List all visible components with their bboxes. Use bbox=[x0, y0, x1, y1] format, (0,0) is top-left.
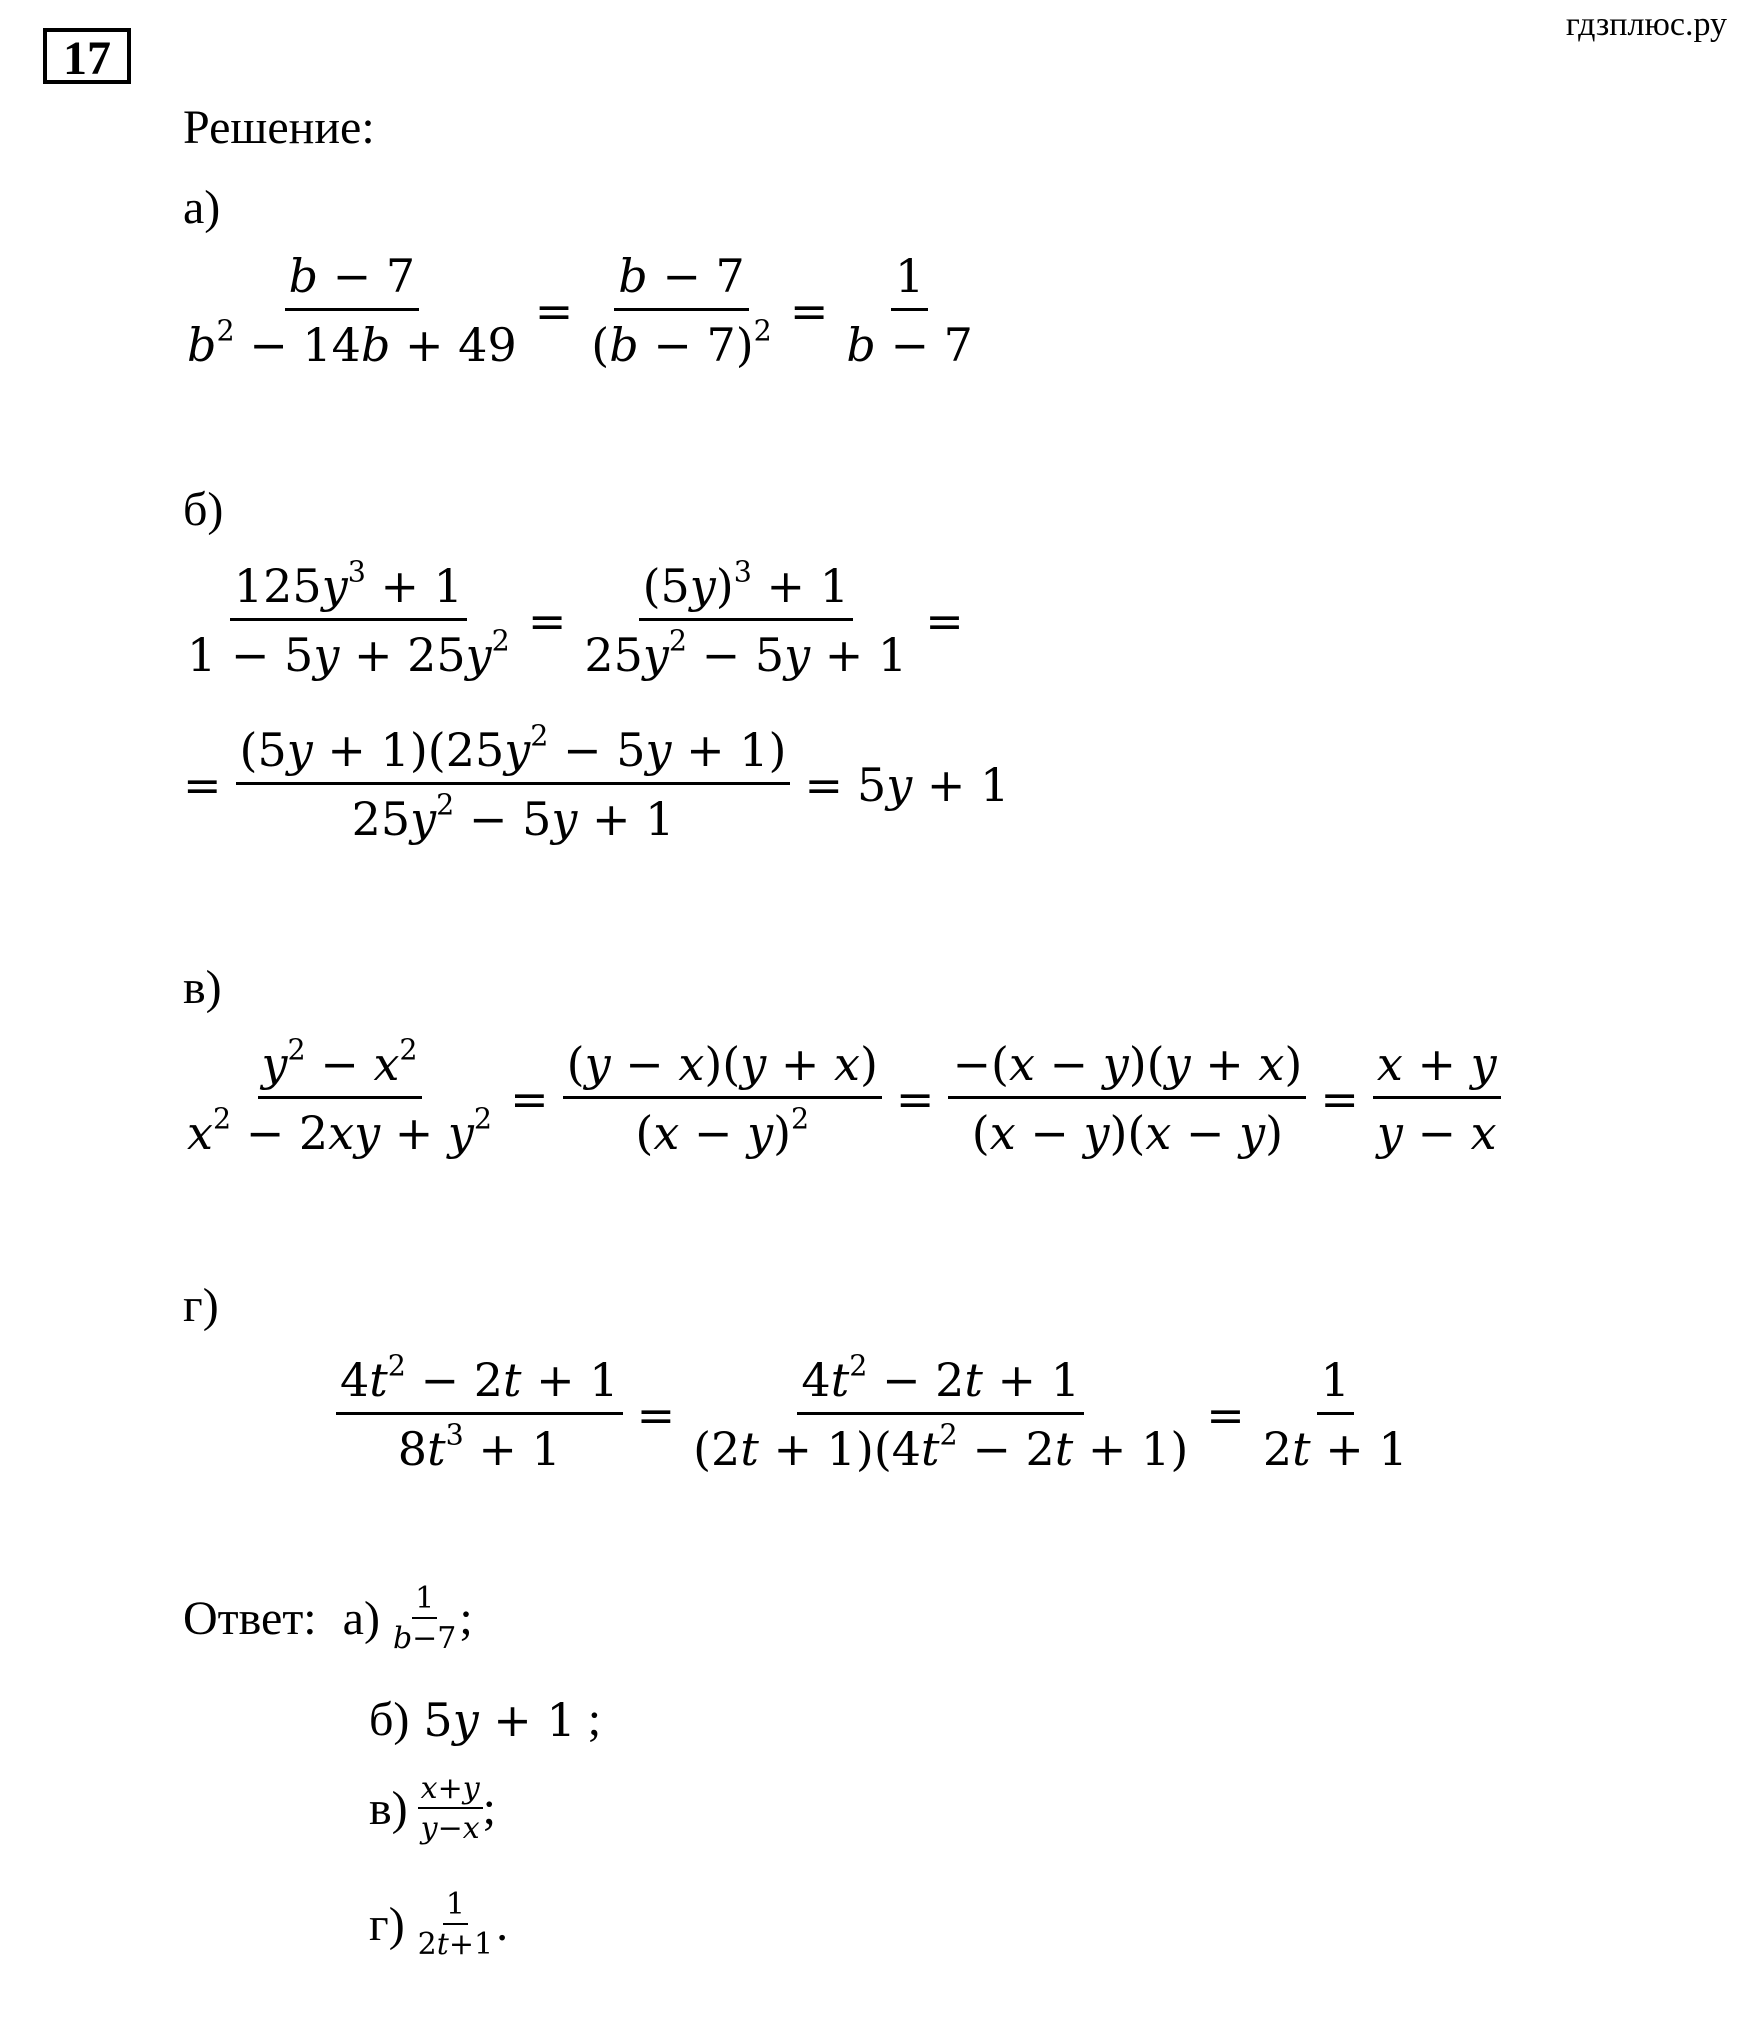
part-g-fraction-3 bbox=[1259, 1352, 1412, 1477]
equals-sign: = bbox=[925, 593, 964, 648]
part-b-fraction-3 bbox=[236, 719, 791, 847]
fraction-numerator: 1 bbox=[443, 1888, 468, 1925]
fraction-denominator: $b^2 - 14b + 49$ bbox=[187, 314, 517, 373]
fraction-denominator: $x^2 - 2xy + y^2$ bbox=[187, 1102, 493, 1161]
part-g-fraction-1 bbox=[336, 1349, 623, 1477]
part-b-fraction-2 bbox=[580, 555, 911, 683]
fraction-numerator: $(5y + 1)(25y^2 - 5y + 1)$ bbox=[236, 722, 791, 785]
fraction-numerator: $4t^2 - 2t + 1$ bbox=[336, 1352, 623, 1415]
answer-v-label: в) bbox=[369, 1782, 408, 1835]
fraction-denominator: $(b - 7)^2$ bbox=[591, 314, 772, 373]
part-b-result: 5y + 1 bbox=[857, 757, 1010, 812]
site-watermark: гдзплюс.ру bbox=[1565, 6, 1727, 43]
part-b-label: б) bbox=[183, 483, 224, 536]
answer-line-a bbox=[183, 1582, 473, 1655]
answer-a-label: а) bbox=[342, 1592, 380, 1645]
equals-sign: = bbox=[1320, 1071, 1359, 1126]
fraction-denominator: y−x bbox=[420, 1811, 480, 1846]
fraction-numerator: $(5y)^3 + 1$ bbox=[639, 558, 853, 621]
part-b-equation-line-1 bbox=[183, 555, 978, 683]
fraction-numerator: 1 bbox=[891, 248, 928, 311]
part-a-label: а) bbox=[183, 181, 221, 234]
equals-sign: = bbox=[534, 283, 574, 338]
answer-line-v bbox=[369, 1772, 496, 1845]
part-v-fraction-2 bbox=[563, 1036, 882, 1161]
answer-g-label: г) bbox=[369, 1898, 405, 1951]
fraction-denominator: (x − y)(x − y) bbox=[971, 1106, 1284, 1161]
answer-line-b bbox=[369, 1692, 601, 1747]
fraction-numerator: 1 bbox=[412, 1582, 437, 1619]
part-g-label: г) bbox=[183, 1279, 219, 1332]
fraction-numerator: b − 7 bbox=[285, 248, 420, 311]
equals-sign: = bbox=[510, 1071, 549, 1126]
fraction-denominator: $25y^2 - 5y + 1$ bbox=[351, 788, 675, 847]
fraction-denominator: y − x bbox=[1376, 1106, 1497, 1161]
answer-b-value: 5y + 1 bbox=[423, 1692, 576, 1747]
fraction-numerator: 1 bbox=[1317, 1352, 1354, 1415]
answer-b-tail: ; bbox=[587, 1693, 602, 1746]
answer-a-tail: ; bbox=[459, 1592, 473, 1645]
fraction-denominator: $8t^3 + 1$ bbox=[397, 1418, 561, 1477]
equals-sign: = bbox=[804, 757, 844, 812]
answer-v-fraction bbox=[418, 1772, 483, 1845]
fraction-numerator: $y^2 - x^2$ bbox=[258, 1036, 422, 1099]
answer-g-fraction bbox=[415, 1888, 496, 1961]
part-a-fraction-3 bbox=[842, 248, 977, 373]
answer-v-tail: ; bbox=[482, 1782, 497, 1835]
fraction-denominator: b−7 bbox=[392, 1621, 457, 1656]
equals-sign: = bbox=[636, 1387, 676, 1442]
part-v-fraction-4 bbox=[1373, 1036, 1501, 1161]
fraction-denominator: $1 - 5y + 25y^2$ bbox=[187, 624, 510, 683]
part-a-equation bbox=[183, 248, 977, 373]
fraction-numerator: (y − x)(y + x) bbox=[563, 1036, 882, 1099]
problem-number: 17 bbox=[63, 32, 111, 85]
fraction-numerator: b − 7 bbox=[614, 248, 749, 311]
equals-sign: = bbox=[789, 283, 829, 338]
fraction-numerator: x+y bbox=[418, 1772, 483, 1809]
part-v-equation bbox=[183, 1033, 1501, 1161]
answer-g-tail: . bbox=[496, 1898, 509, 1951]
problem-number-box bbox=[43, 28, 131, 84]
part-g-fraction-2 bbox=[689, 1349, 1192, 1477]
part-v-fraction-1 bbox=[183, 1033, 496, 1161]
fraction-denominator: 2t + 1 bbox=[1262, 1422, 1408, 1477]
solution-label: Решение: bbox=[183, 101, 375, 154]
answer-line-g bbox=[369, 1888, 508, 1961]
fraction-denominator: $(2t + 1)(4t^2 - 2t + 1)$ bbox=[693, 1418, 1189, 1477]
part-g-equation bbox=[336, 1349, 1412, 1477]
equals-sign: = bbox=[1206, 1387, 1245, 1442]
equals-sign: = bbox=[895, 1071, 935, 1126]
part-b-fraction-1 bbox=[183, 555, 514, 683]
part-v-label: в) bbox=[183, 961, 222, 1014]
fraction-numerator: $125y^3 + 1$ bbox=[230, 558, 467, 621]
fraction-denominator: 2t+1 bbox=[417, 1927, 494, 1962]
equals-sign: = bbox=[527, 593, 567, 648]
fraction-numerator: −(x − y)(y + x) bbox=[948, 1036, 1306, 1099]
part-a-fraction-1 bbox=[183, 248, 521, 373]
fraction-numerator: $4t^2 - 2t + 1$ bbox=[797, 1352, 1084, 1415]
fraction-denominator: $25y^2 - 5y + 1$ bbox=[584, 624, 908, 683]
answer-b-label: б) bbox=[369, 1693, 410, 1746]
part-b-equation-line-2 bbox=[183, 719, 1010, 847]
fraction-denominator: b − 7 bbox=[846, 318, 973, 373]
answer-a-fraction bbox=[390, 1582, 459, 1655]
part-a-fraction-2 bbox=[587, 248, 776, 373]
part-v-fraction-3 bbox=[948, 1036, 1306, 1161]
fraction-denominator: $(x - y)^2$ bbox=[635, 1102, 810, 1161]
equals-sign: = bbox=[183, 757, 222, 812]
answer-label: Ответ: bbox=[183, 1592, 317, 1645]
fraction-numerator: x + y bbox=[1373, 1036, 1501, 1099]
